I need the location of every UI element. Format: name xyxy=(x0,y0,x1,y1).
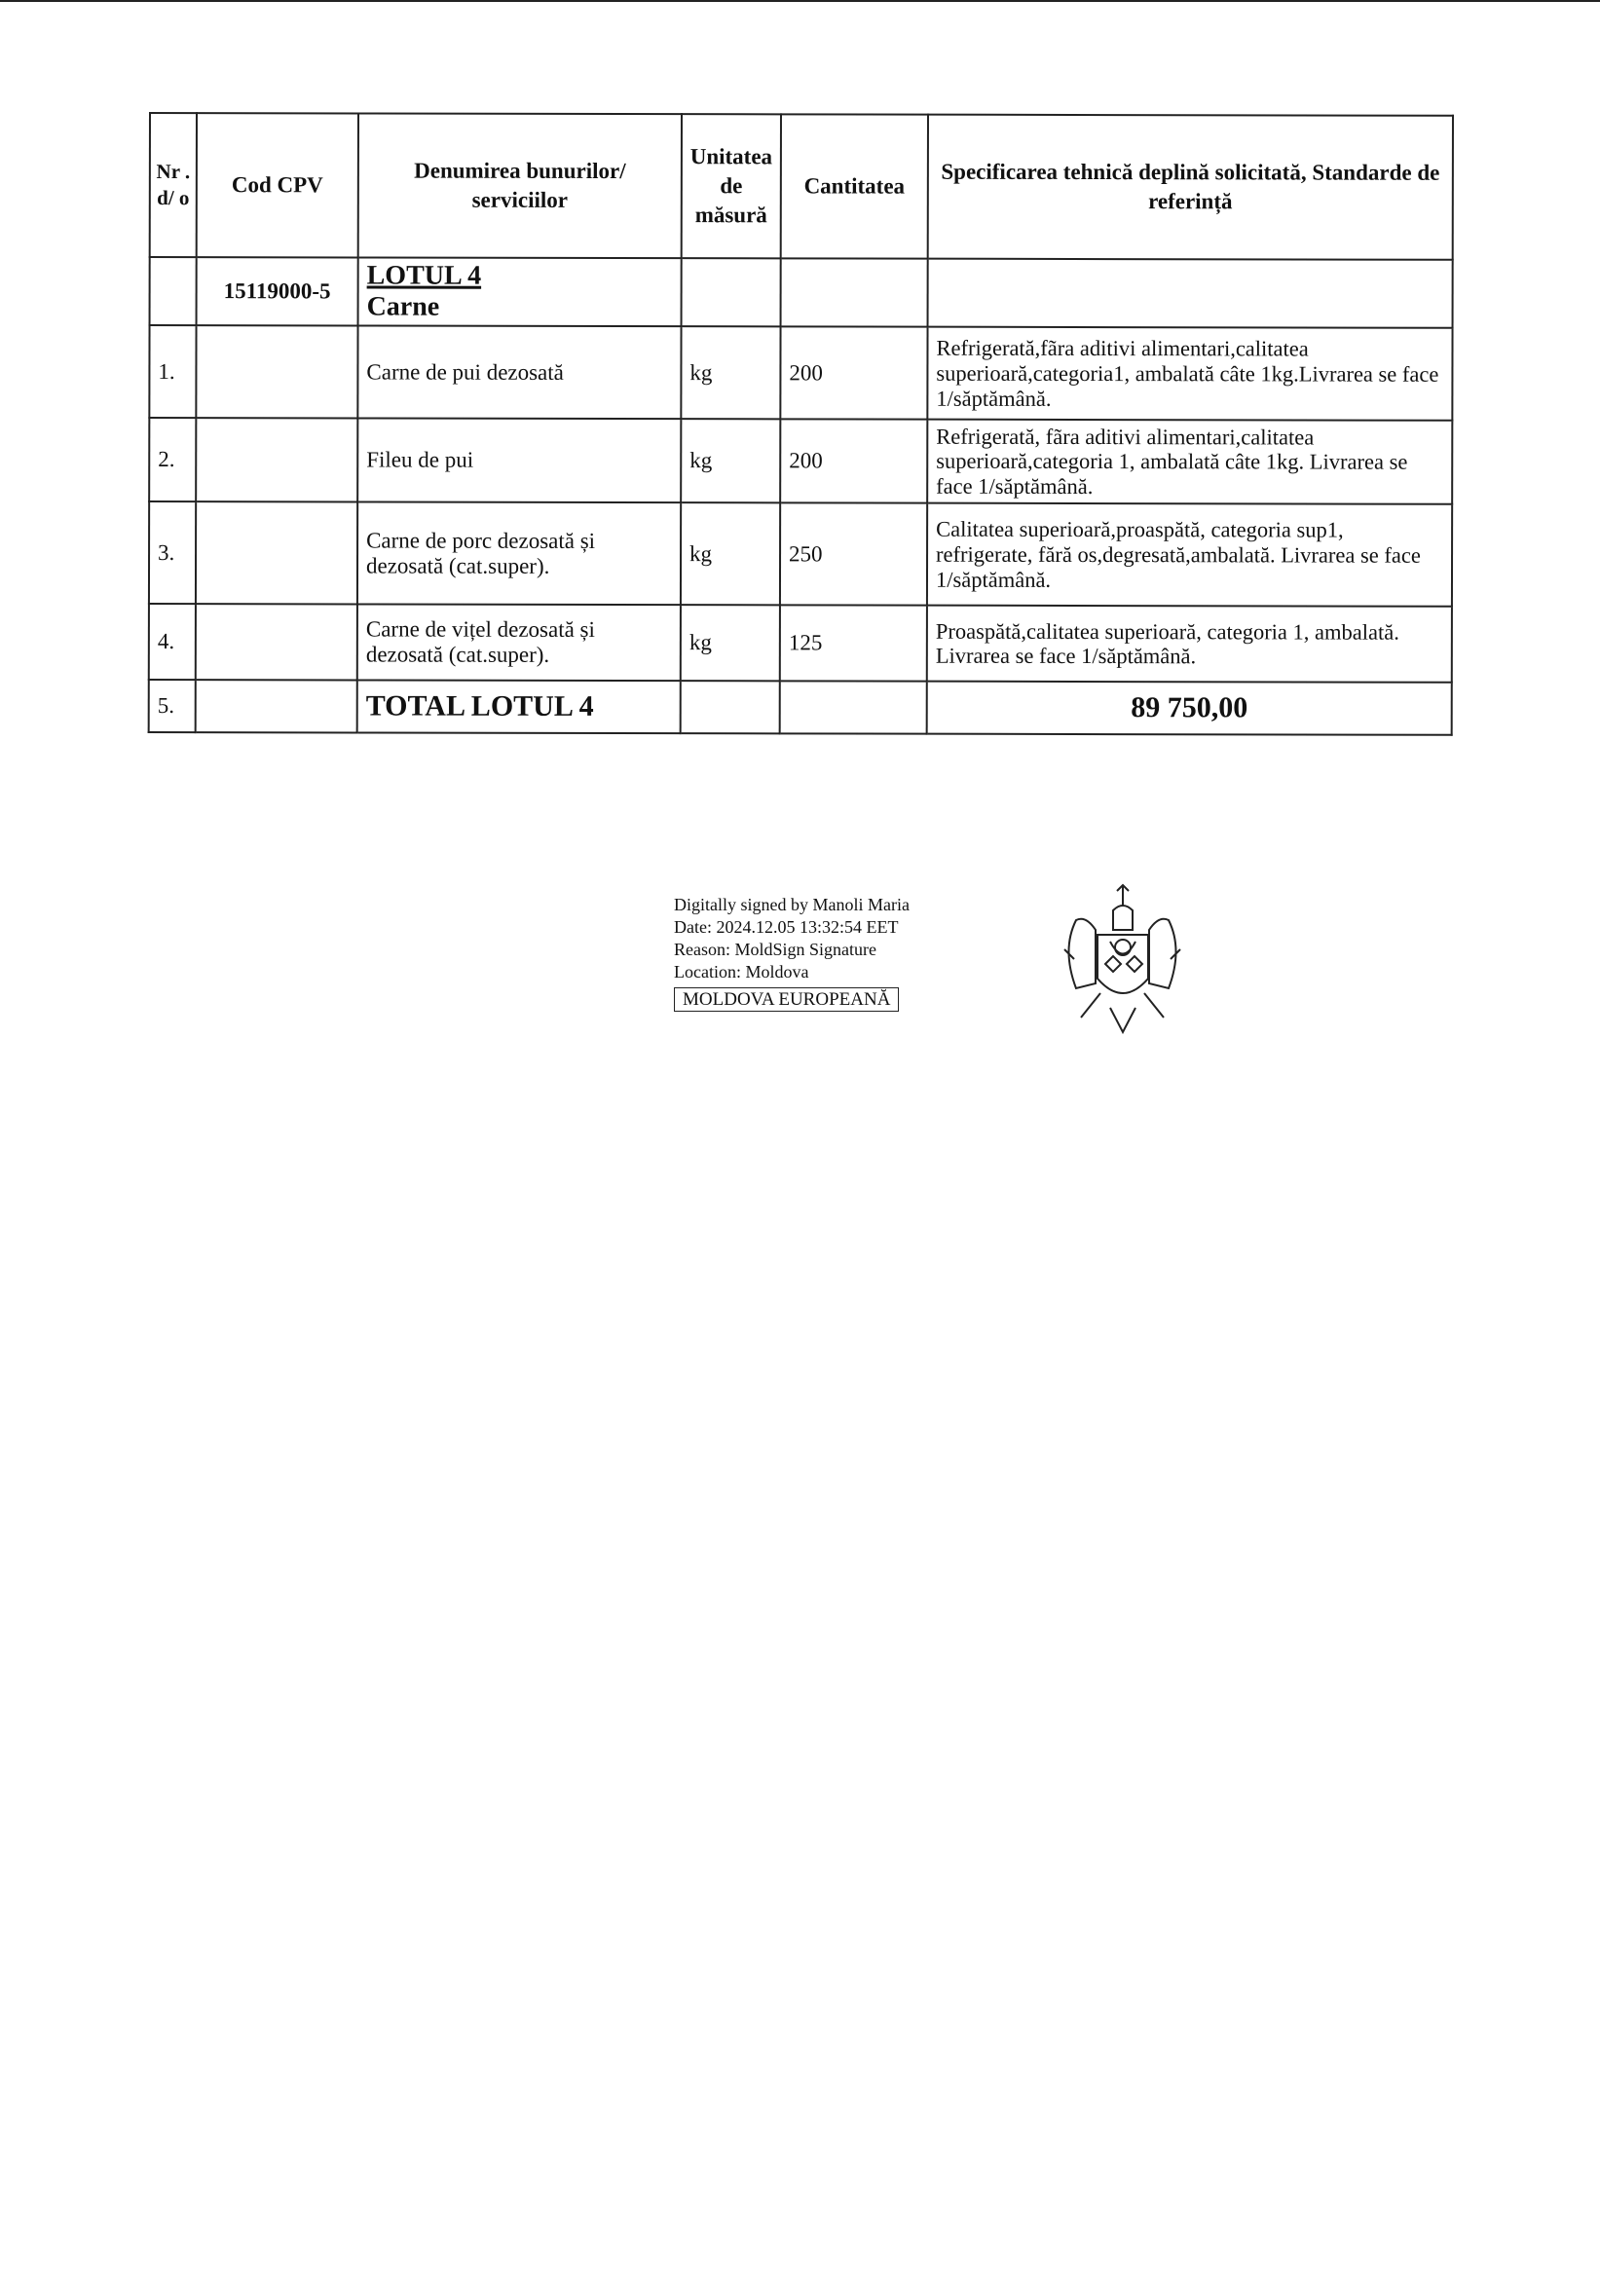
signed-by: Digitally signed by Manoli Maria xyxy=(674,895,910,914)
row-unit: kg xyxy=(681,327,780,420)
row-spec: Refrigerată,fãra aditivi alimentari,calitatea superioară,categoria1, ambalată câte 1kg.Livrarea se face 1/săptămână. xyxy=(927,327,1452,421)
row-unit: kg xyxy=(681,420,780,503)
row-qty: 200 xyxy=(780,327,927,420)
row-unit: kg xyxy=(681,503,780,606)
row-spec: Proaspătă,calitatea superioară, categoria 1, ambalată. Livrarea se face 1/săptămână. xyxy=(927,606,1452,683)
table-row xyxy=(149,325,1452,421)
moldova-coat-of-arms-icon xyxy=(1057,881,1188,1042)
cpv-code: 15119000-5 xyxy=(197,257,358,326)
digital-signature-block xyxy=(674,894,910,1012)
row-unit: kg xyxy=(681,606,780,682)
row-qty: 125 xyxy=(780,606,927,682)
header-spec: Specificarea tehnică deplină solicitată, Standarde de referință xyxy=(928,115,1453,260)
row-nr: 4. xyxy=(149,604,196,680)
specification-table xyxy=(148,112,1454,736)
header-name: Denumirea bunurilor/ serviciilor xyxy=(358,113,682,258)
signature-stamp-label: MOLDOVA EUROPEANĂ xyxy=(674,987,899,1012)
signature-reason: Reason: MoldSign Signature xyxy=(674,940,876,959)
header-cpv: Cod CPV xyxy=(197,113,358,257)
page-top-border xyxy=(0,0,1600,2)
total-value: 89 750,00 xyxy=(927,682,1452,735)
header-unit: Unitatea de măsură xyxy=(682,114,781,258)
row-spec: Refrigerată, fãra aditivi alimentari,calitatea superioară,categoria 1, ambalată câte 1kg. Livrarea se face 1/săptămână. xyxy=(927,420,1452,504)
row-nr: 2. xyxy=(149,418,196,501)
row-name: Carne de pui dezosată xyxy=(357,326,681,420)
row-name: Fileu de pui xyxy=(357,419,681,503)
header-nr: Nr . d/ o xyxy=(150,113,197,257)
lot-subtitle: Carne xyxy=(366,291,440,322)
total-nr: 5. xyxy=(149,680,196,732)
table-header-row xyxy=(150,113,1453,260)
table-row xyxy=(149,418,1452,504)
total-label: TOTAL LOTUL 4 xyxy=(357,681,681,734)
lot-row xyxy=(150,257,1453,328)
table-row xyxy=(149,604,1452,683)
row-spec: Calitatea superioară,proaspătă, categoria sup1, refrigerate, fără os,degresată,ambalată. Livrarea se face 1/săptămână. xyxy=(927,503,1452,607)
row-qty: 250 xyxy=(780,503,927,606)
row-qty: 200 xyxy=(780,420,927,503)
signature-date: Date: 2024.12.05 13:32:54 EET xyxy=(674,917,899,937)
lot-title: LOTUL 4 xyxy=(366,260,482,291)
total-row xyxy=(149,680,1452,735)
row-nr: 3. xyxy=(149,501,196,604)
row-name: Carne de vițel dezosată și dezosată (cat.super). xyxy=(357,605,681,682)
row-nr: 1. xyxy=(149,325,196,418)
header-qty: Cantitatea xyxy=(781,114,928,258)
row-name: Carne de porc dezosată și dezosată (cat.super). xyxy=(357,502,681,606)
signature-location: Location: Moldova xyxy=(674,962,809,981)
table-row xyxy=(149,501,1452,607)
